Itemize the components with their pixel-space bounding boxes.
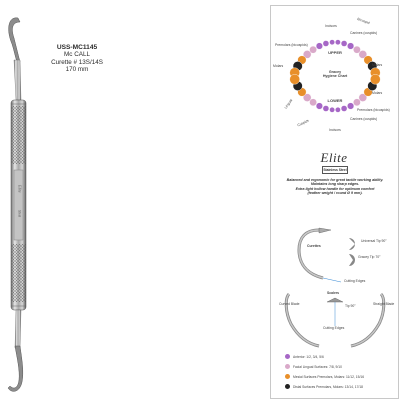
label-lower-cuspids: Cuspids [296,118,310,128]
tooth [347,43,354,50]
instrument-handle [11,100,26,310]
scalers-diagram [271,288,400,352]
tooth [330,107,335,112]
lower-arch-label: LOWER [327,98,343,103]
legend-label: Mesial Surfaces Premolars, Molars: 11/12, 15/16 [293,374,365,379]
label-lower-canines: Canines (cuspids) [350,117,378,121]
scalers-title: Scalers [327,291,340,295]
legend-color-dot [285,374,290,379]
scaler-tip-label: Tip 90° [345,304,356,308]
tooth [323,106,329,112]
label-lower-lingual: Lingual [283,98,294,110]
description-line: Balanced and ergonomic for great tactile working ability. [286,178,384,182]
legend-label: Anterior: 1/2, 3/4, 5/6 [293,354,324,359]
universal-tip-label: Universal Tip 90° [361,239,387,243]
label-upper-premolars: Premolars (bicuspids) [275,43,308,47]
label-lower-molars: Molars [372,91,383,95]
legend-label: Facial Lingual Surfaces: 7/8, 9/10 [293,364,342,369]
handle-brand-mark: Elite [17,185,23,193]
instrument-name: Mc CALL [64,51,90,59]
product-description [276,178,394,196]
label-upper-molars-right: Molars [372,63,383,67]
handle-steel-mark: Steel [17,210,22,218]
tooth [290,74,300,84]
gracey-tip-label: Gracey Tip 70° [358,255,381,259]
label-lower-incisors: Incisors [329,128,341,132]
label-upper-canines: Canines (cuspids) [350,31,378,35]
instrument-length: 170 mm [65,66,89,74]
tooth [335,40,340,45]
bottom-working-end [8,310,23,391]
description-line: Extra light hollow handle for optimum comfort [295,186,375,191]
curved-blade-label: Curved Blade [279,302,300,306]
tooth [330,40,335,45]
upper-arch-label: UPPER [328,50,342,55]
tooth [316,103,323,110]
label-upper-bicuspid: Bicuspid [356,16,371,26]
tooth [335,107,340,112]
gracey-hygiene-chart-card [270,5,399,399]
legend-color-dot [285,354,290,359]
model-number: USS-MC1145 [56,44,98,51]
description-line: Maintains long sharp edges. [310,182,360,187]
straight-blade-label: Straight Blade [373,302,395,306]
instrument-spec-label [40,44,114,74]
legend-color-dot [285,384,290,389]
description-line: (feather weight / round Ø 9 mm). [307,191,363,196]
tooth [347,103,354,110]
legend-color-dot [285,364,290,369]
stainless-steel-badge: Stainless Steel [323,168,347,172]
tooth [341,106,347,112]
tooth [370,74,380,84]
curette-number: Curette # 13S/14S [51,58,103,66]
elite-logo: Elite [320,150,348,165]
top-working-end [9,18,21,100]
chart-title: Gracey Hygiene Chart [322,70,348,79]
curettes-diagram [271,224,400,286]
label-lower-premolars: Premolars (bicuspids) [357,108,390,112]
curettes-title: Curettes [307,244,321,248]
curettes-cutting-label: Cutting Edges [344,279,366,283]
tooth [316,43,323,50]
label-upper-molars-left: Molars [273,64,284,68]
label-upper-incisors: Incisors [325,24,337,28]
scalers-cutting-label: Cutting Edges [323,326,345,330]
tooth [341,41,347,47]
legend-label: Distal Surfaces Premolars, Molars: 13/14, 17/18 [293,384,363,389]
tooth [323,41,329,47]
